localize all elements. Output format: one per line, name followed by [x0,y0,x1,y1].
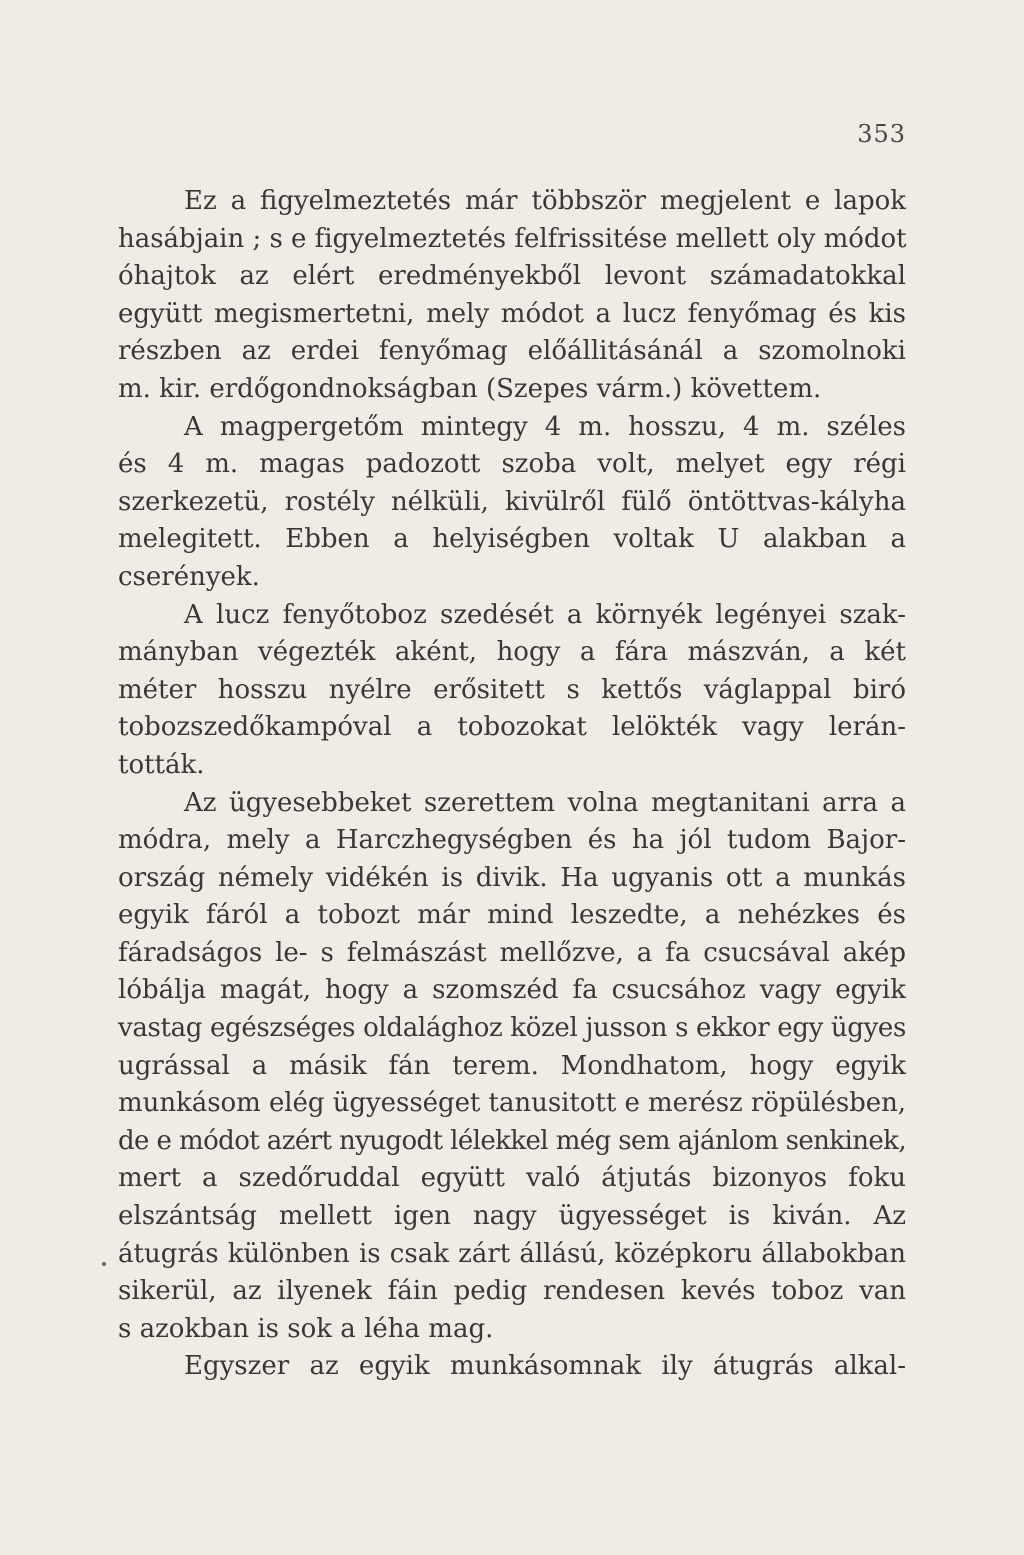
margin-mark [102,1262,106,1266]
text-line: méter hosszu nyélre erősitett s kettős váglappal biró [118,674,906,705]
text-line: fáradságos le- s felmászást mellőzve, a fa csucsával akép [118,937,906,968]
text-line: átugrás különben is csak zárt állású, középkoru állabokban [118,1238,906,1269]
text-line: Ez a figyelmeztetés már többször megjelent e lapok [184,186,906,216]
text-line: és 4 m. magas padozott szoba volt, melyet egy régi [118,449,906,480]
text-line: m. kir. erdőgondnokságban (Szepes várm.) követtem. [118,373,822,404]
text-line: melegitett. Ebben a helyiségben voltak U alakban a [118,524,906,555]
text-line: hasábjain ; s e figyelmeztetés felfrissitése mellett oly módot [118,223,907,254]
text-line: szerkezetü, rostély nélküli, kivülről fülő öntöttvas-kályha [118,486,906,517]
text-line: mányban végezték aként, hogy a fára mászván, a két [118,637,906,668]
text-line: s azokban is sok a léha mag. [118,1313,494,1344]
text-line: lóbálja magát, hogy a szomszéd fa csucsához vagy egyik [118,975,906,1006]
text-line: A lucz fenyőtoboz szedését a környék legényei szak- [184,599,906,630]
text-line: mert a szedőruddal együtt való átjutás bizonyos foku [118,1163,906,1194]
text-line: sikerül, az ilyenek fáin pedig rendesen kevés toboz van [118,1276,906,1307]
text-line: elszántság mellett igen nagy ügyességet is kiván. Az [118,1201,906,1232]
text-line: A magpergetőm mintegy 4 m. hosszu, 4 m. széles [184,411,906,442]
text-line: cserények. [118,561,260,592]
text-line: de e módot azért nyugodt lélekkel még sem ajánlom senkinek, [118,1125,906,1156]
text-line: módra, mely a Harczhegységben és ha jól tudom Bajor- [118,825,906,856]
text-line: tották. [118,749,205,780]
text-line: ország némely vidékén is divik. Ha ugyanis ott a munkás [118,862,906,893]
text-line: munkásom elég ügyességet tanusitott e merész röpülésben, [118,1088,906,1119]
text-line: tobozszedőkampóval a tobozokat lelökték vagy lerán- [118,712,906,743]
page-number: 353 [857,120,906,148]
body-text [118,183,906,1386]
text-line: óhajtok az elért eredményekből levont számadatokkal [118,261,906,292]
text-line: részben az erdei fenyőmag előállitásánál a szomolnoki [118,336,906,367]
text-line: vastag egészséges oldalághoz közel jusson s ekkor egy ügyes [118,1013,906,1044]
text-line: Az ügyesebbeket szerettem volna megtanitani arra a [184,787,906,818]
text-line: egyik fáról a tobozt már mind leszedte, a nehézkes és [118,900,906,931]
text-line: ugrással a másik fán terem. Mondhatom, hogy egyik [118,1050,906,1081]
text-line: Egyszer az egyik munkásomnak ily átugrás alkal- [184,1351,906,1382]
text-line: együtt megismertetni, mely módot a lucz fenyőmag és kis [118,298,906,329]
